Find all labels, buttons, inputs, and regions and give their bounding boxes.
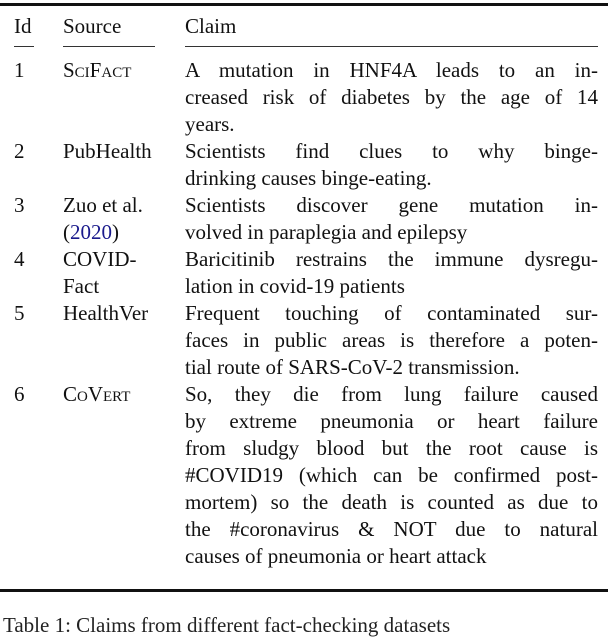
claim-line: volved in paraplegia and epilepsy — [185, 220, 468, 244]
source-line: COVID- — [63, 247, 137, 271]
header-source: Source — [63, 14, 122, 38]
cell-claim — [185, 57, 598, 138]
table-caption: Table 1: Claims from different fact-checking datasets — [3, 613, 451, 637]
claim-line: lation in covid-19 patients — [185, 274, 405, 298]
claim-line: #COVID19 (which can be confirmed post- — [185, 463, 598, 487]
source-line: Fact — [63, 274, 100, 298]
cell-id: 4 — [14, 247, 25, 271]
cell-claim — [185, 246, 598, 300]
source-line: HealthVer — [63, 301, 149, 325]
cell-source — [63, 192, 181, 246]
cell-source — [63, 246, 181, 300]
claim-line: faces in public areas is therefore a poten- — [185, 328, 598, 352]
header-id: Id — [14, 14, 32, 38]
cell-id: 5 — [14, 301, 25, 325]
cell-source — [63, 57, 181, 84]
claim-line: mortem) so the death is counted as due to — [185, 490, 598, 514]
claim-line: drinking causes binge-eating. — [185, 166, 432, 190]
cell-claim — [185, 381, 598, 570]
source-line: Zuo et al. — [63, 193, 143, 217]
cmidrule-source — [63, 46, 155, 47]
claim-line: years. — [185, 112, 235, 136]
citation-link[interactable]: 2020 — [70, 220, 112, 244]
cell-id: 1 — [14, 58, 25, 82]
source-line: CoVert — [63, 382, 131, 406]
citation-paren: ( — [63, 220, 70, 244]
bottom-rule — [0, 589, 608, 592]
cmidrule-id — [14, 46, 34, 47]
claim-line: from sludgy blood but the root cause is — [185, 436, 598, 460]
claim-line: Baricitinib restrains the immune dysregu- — [185, 247, 598, 271]
source-line: SciFact — [63, 58, 132, 82]
header-claim: Claim — [185, 14, 237, 38]
claim-line: Scientists find clues to why binge- — [185, 139, 598, 163]
top-rule — [0, 3, 608, 6]
cell-source — [63, 381, 181, 408]
claim-line: So, they die from lung failure caused — [185, 382, 598, 406]
cell-claim — [185, 192, 598, 246]
source-line: PubHealth — [63, 139, 152, 163]
cell-id: 3 — [14, 193, 25, 217]
claim-line: the #coronavirus & NOT due to natural — [185, 517, 598, 541]
claim-line: causes of pneumonia or heart attack — [185, 544, 487, 568]
cell-claim — [185, 138, 598, 192]
cell-id: 2 — [14, 139, 25, 163]
cell-id: 6 — [14, 382, 25, 406]
cell-claim — [185, 300, 598, 381]
claim-line: Frequent touching of contaminated sur- — [185, 301, 598, 325]
claim-line: creased risk of diabetes by the age of 14 — [185, 85, 598, 109]
cell-source — [63, 300, 181, 327]
claim-line: A mutation in HNF4A leads to an in- — [185, 58, 598, 82]
citation-paren: ) — [112, 220, 119, 244]
cmidrule-claim — [185, 46, 598, 47]
claim-line: by extreme pneumonia or heart failure — [185, 409, 598, 433]
claim-line: Scientists discover gene mutation in- — [185, 193, 598, 217]
claim-line: tial route of SARS-CoV-2 transmission. — [185, 355, 520, 379]
source-citation — [63, 219, 181, 246]
cell-source — [63, 138, 181, 165]
